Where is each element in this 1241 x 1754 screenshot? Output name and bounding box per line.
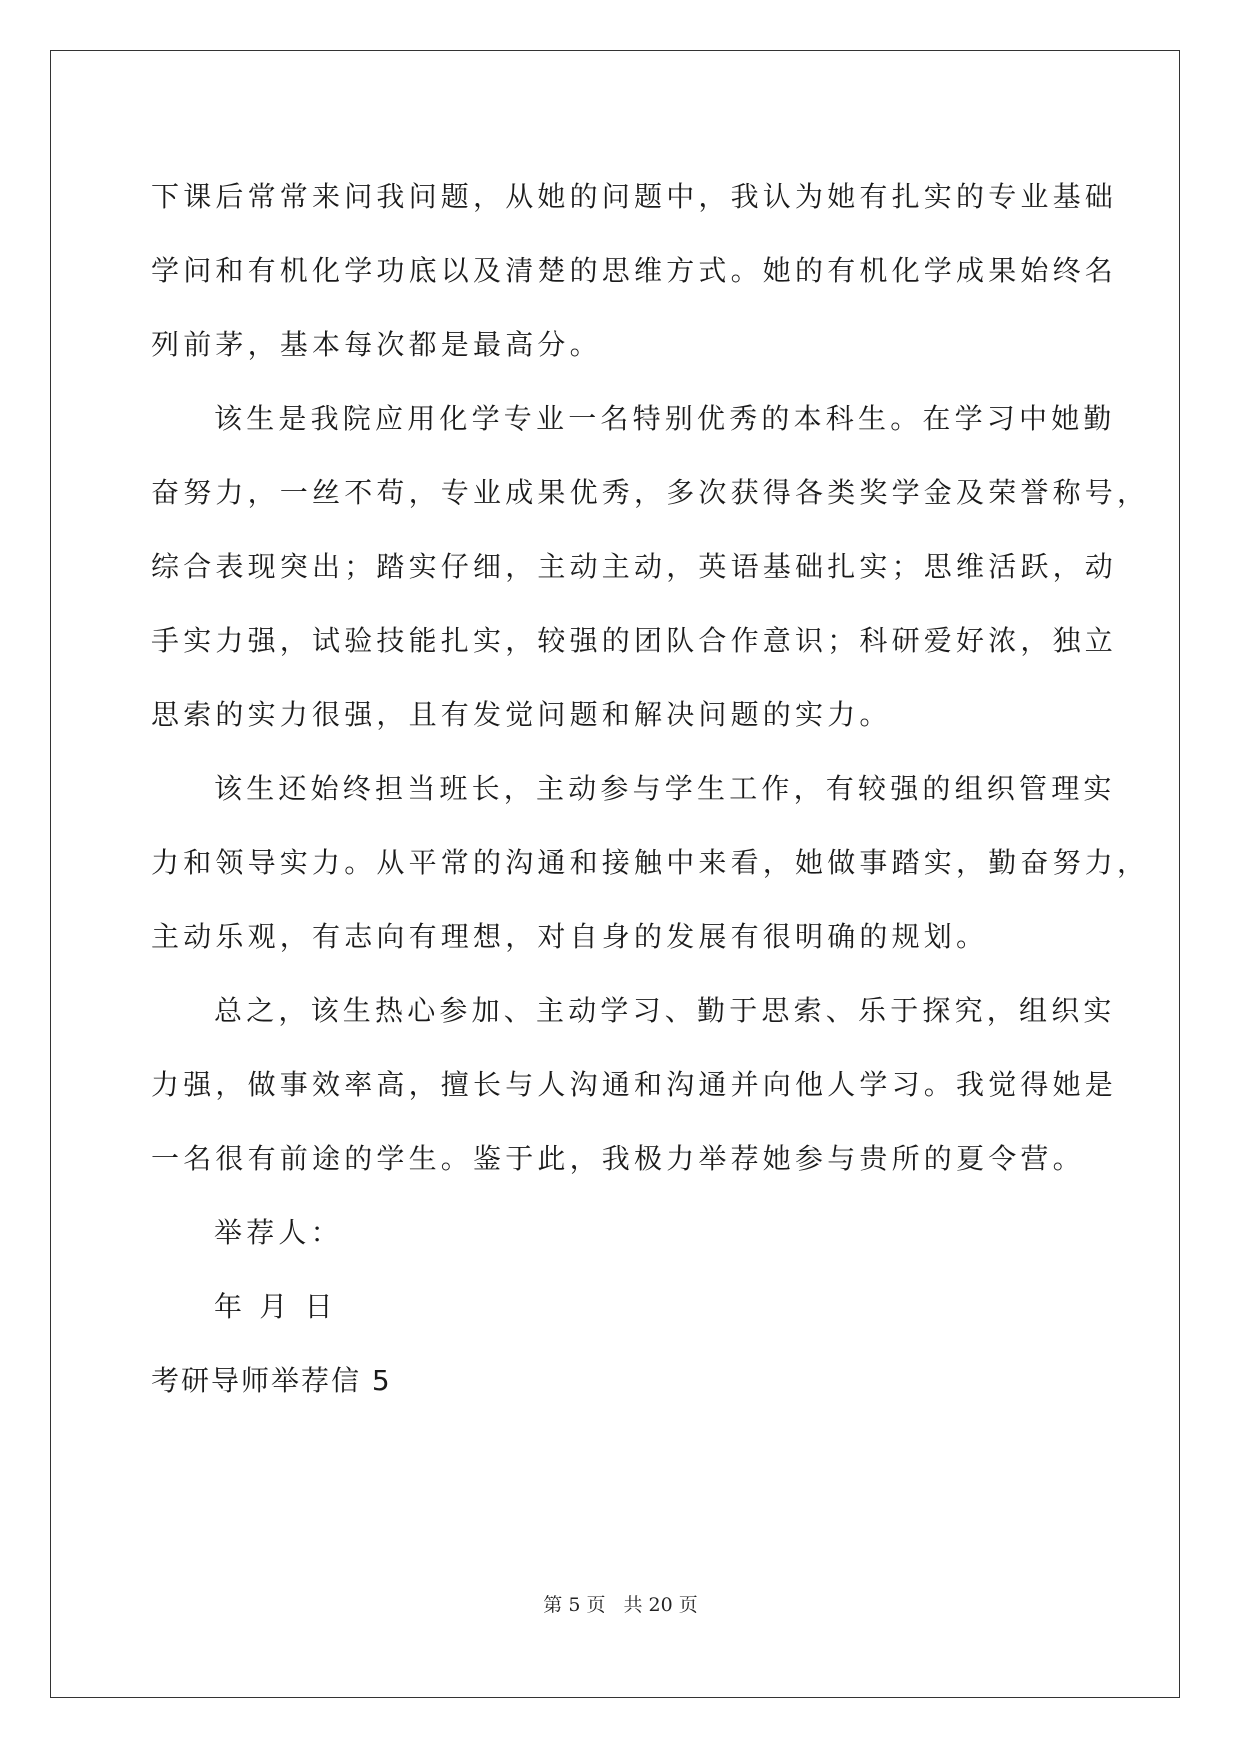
section-heading: 考研导师举荐信 5 <box>151 1364 392 1397</box>
paragraph-line: 综合表现突出；踏实仔细，主动主动，英语基础扎实；思维活跃，动 <box>151 550 1118 583</box>
document-body <box>151 160 1150 1418</box>
page-number-total: 共 20 页 <box>623 1594 698 1616</box>
paragraph-line: 主动乐观，有志向有理想，对自身的发展有很明确的规划。 <box>151 920 989 953</box>
paragraph-line: 奋努力，一丝不苟，专业成果优秀，多次获得各类奖学金及荣誉称号， <box>151 476 1150 509</box>
page-footer <box>0 1590 1241 1617</box>
paragraph-line: 列前茅，基本每次都是最高分。 <box>151 328 602 361</box>
date-line: 年 月 日 <box>214 1290 337 1323</box>
page-number-current: 第 5 页 <box>543 1594 606 1616</box>
paragraph-line: 学问和有机化学功底以及清楚的思维方式。她的有机化学成果始终名 <box>151 254 1118 287</box>
paragraph-line: 手实力强，试验技能扎实，较强的团队合作意识；科研爱好浓，独立 <box>151 624 1118 657</box>
paragraph-line: 力强，做事效率高，擅长与人沟通和沟通并向他人学习。我觉得她是 <box>151 1068 1118 1101</box>
paragraph-line: 力和领导实力。从平常的沟通和接触中来看，她做事踏实，勤奋努力， <box>151 846 1150 879</box>
recommender-label: 举荐人： <box>214 1216 343 1249</box>
paragraph-line: 该生是我院应用化学专业一名特别优秀的本科生。在学习中她勤 <box>214 402 1116 435</box>
paragraph-line: 该生还始终担当班长，主动参与学生工作，有较强的组织管理实 <box>214 772 1116 805</box>
paragraph-line: 思索的实力很强，且有发觉问题和解决问题的实力。 <box>151 698 892 731</box>
paragraph-line: 下课后常常来问我问题，从她的问题中，我认为她有扎实的专业基础 <box>151 180 1118 213</box>
paragraph-line: 一名很有前途的学生。鉴于此，我极力举荐她参与贵所的夏令营。 <box>151 1142 1085 1175</box>
paragraph-line: 总之，该生热心参加、主动学习、勤于思索、乐于探究，组织实 <box>214 994 1116 1027</box>
